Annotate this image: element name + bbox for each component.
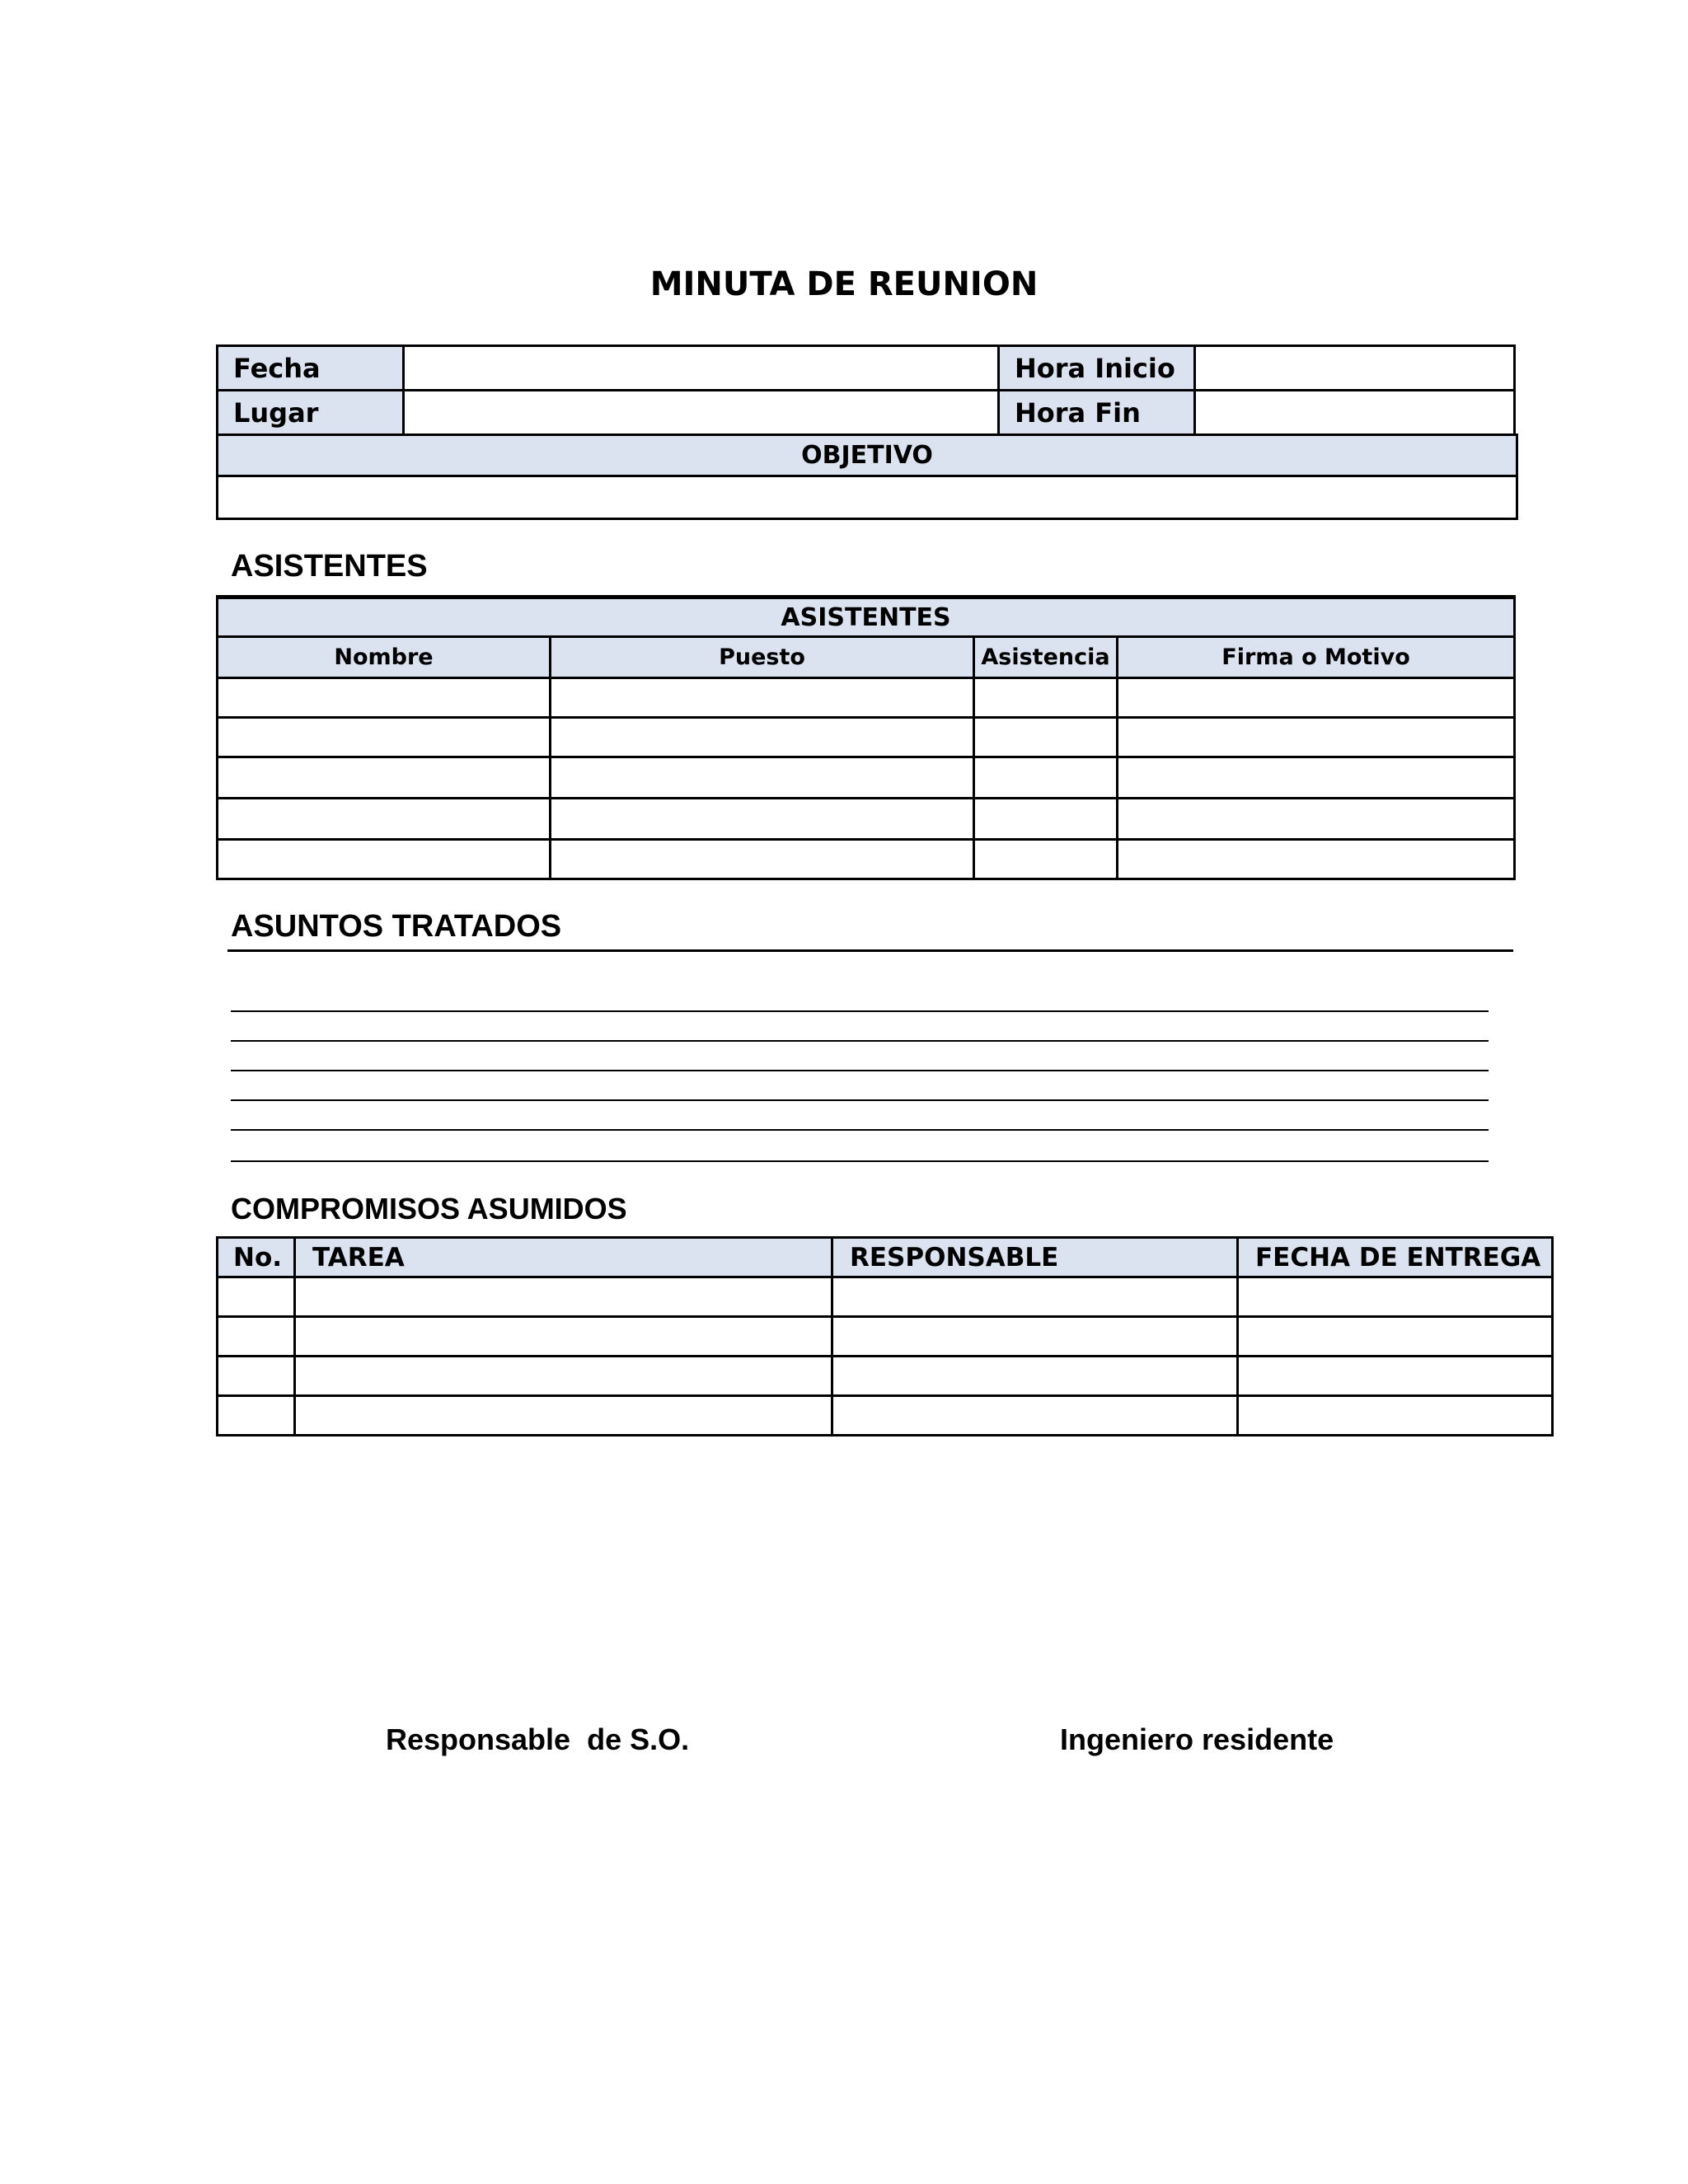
col-firma-motivo: Firma o Motivo xyxy=(1118,637,1515,678)
asistencia-cell[interactable] xyxy=(974,840,1118,879)
asistencia-cell[interactable] xyxy=(974,718,1118,757)
nombre-cell[interactable] xyxy=(218,840,551,879)
firma-cell[interactable] xyxy=(1118,840,1515,879)
responsable-cell[interactable] xyxy=(832,1357,1238,1396)
responsable-cell[interactable] xyxy=(832,1396,1238,1436)
puesto-cell[interactable] xyxy=(551,678,974,718)
hora-fin-label: Hora Fin xyxy=(999,391,1195,435)
table-row xyxy=(218,391,1515,435)
puesto-cell[interactable] xyxy=(551,718,974,757)
table-row xyxy=(218,435,1517,476)
fecha-entrega-cell[interactable] xyxy=(1238,1277,1553,1317)
table-row xyxy=(218,476,1517,519)
nombre-cell[interactable] xyxy=(218,799,551,840)
table-header-row xyxy=(218,1238,1553,1277)
no-cell[interactable] xyxy=(218,1396,295,1436)
lugar-field[interactable] xyxy=(404,391,999,435)
meeting-info-table xyxy=(216,344,1516,436)
table-row xyxy=(218,1357,1553,1396)
table-row xyxy=(218,1277,1553,1317)
signature-ingeniero-residente: Ingeniero residente xyxy=(1060,1722,1334,1756)
asistencia-cell[interactable] xyxy=(974,678,1118,718)
col-no: No. xyxy=(218,1238,295,1277)
lugar-label: Lugar xyxy=(218,391,404,435)
hora-fin-field[interactable] xyxy=(1195,391,1515,435)
puesto-cell[interactable] xyxy=(551,757,974,799)
objetivo-label: OBJETIVO xyxy=(218,435,1517,476)
nombre-cell[interactable] xyxy=(218,757,551,799)
puesto-cell[interactable] xyxy=(551,840,974,879)
no-cell[interactable] xyxy=(218,1357,295,1396)
writing-line[interactable] xyxy=(231,1070,1489,1071)
asuntos-section-title: ASUNTOS TRATADOS xyxy=(231,909,562,944)
nombre-cell[interactable] xyxy=(218,678,551,718)
firma-cell[interactable] xyxy=(1118,718,1515,757)
fecha-field[interactable] xyxy=(404,346,999,391)
col-fecha-entrega: FECHA DE ENTREGA xyxy=(1238,1238,1553,1277)
fecha-entrega-cell[interactable] xyxy=(1238,1357,1553,1396)
tarea-cell[interactable] xyxy=(295,1277,832,1317)
asistentes-section-title: ASISTENTES xyxy=(231,549,428,583)
tarea-cell[interactable] xyxy=(295,1396,832,1436)
asistencia-cell[interactable] xyxy=(974,799,1118,840)
col-responsable: RESPONSABLE xyxy=(832,1238,1238,1277)
tarea-cell[interactable] xyxy=(295,1317,832,1357)
writing-line[interactable] xyxy=(231,1099,1489,1101)
asistencia-cell[interactable] xyxy=(974,757,1118,799)
fecha-entrega-cell[interactable] xyxy=(1238,1317,1553,1357)
col-tarea: TAREA xyxy=(295,1238,832,1277)
table-row xyxy=(218,1317,1553,1357)
compromisos-section-title: COMPROMISOS ASUMIDOS xyxy=(231,1192,627,1226)
no-cell[interactable] xyxy=(218,1277,295,1317)
table-header-row xyxy=(218,637,1515,678)
writing-line[interactable] xyxy=(231,1129,1489,1131)
col-puesto: Puesto xyxy=(551,637,974,678)
signature-responsable-so: Responsable de S.O. xyxy=(386,1722,690,1756)
table-row xyxy=(218,757,1515,799)
hora-inicio-field[interactable] xyxy=(1195,346,1515,391)
table-row xyxy=(218,799,1515,840)
table-row xyxy=(218,840,1515,879)
fecha-label: Fecha xyxy=(218,346,404,391)
table-row xyxy=(218,1396,1553,1436)
table-row xyxy=(218,346,1515,391)
page-title: MINUTA DE REUNION xyxy=(649,265,1039,303)
nombre-cell[interactable] xyxy=(218,718,551,757)
responsable-cell[interactable] xyxy=(832,1277,1238,1317)
col-nombre: Nombre xyxy=(218,637,551,678)
hora-inicio-label: Hora Inicio xyxy=(999,346,1195,391)
puesto-cell[interactable] xyxy=(551,799,974,840)
fecha-entrega-cell[interactable] xyxy=(1238,1396,1553,1436)
no-cell[interactable] xyxy=(218,1317,295,1357)
writing-line[interactable] xyxy=(231,1160,1489,1162)
writing-line[interactable] xyxy=(231,1010,1489,1012)
table-row xyxy=(218,598,1515,637)
firma-cell[interactable] xyxy=(1118,678,1515,718)
compromisos-table xyxy=(216,1236,1554,1436)
asistentes-table xyxy=(216,595,1516,880)
firma-cell[interactable] xyxy=(1118,799,1515,840)
table-row xyxy=(218,718,1515,757)
writing-line[interactable] xyxy=(231,1040,1489,1042)
firma-cell[interactable] xyxy=(1118,757,1515,799)
tarea-cell[interactable] xyxy=(295,1357,832,1396)
objetivo-table xyxy=(216,434,1518,520)
col-asistencia: Asistencia xyxy=(974,637,1118,678)
objetivo-field[interactable] xyxy=(218,476,1517,519)
table-row xyxy=(218,678,1515,718)
asuntos-underline xyxy=(227,949,1513,952)
asistentes-table-title: ASISTENTES xyxy=(218,598,1515,637)
responsable-cell[interactable] xyxy=(832,1317,1238,1357)
